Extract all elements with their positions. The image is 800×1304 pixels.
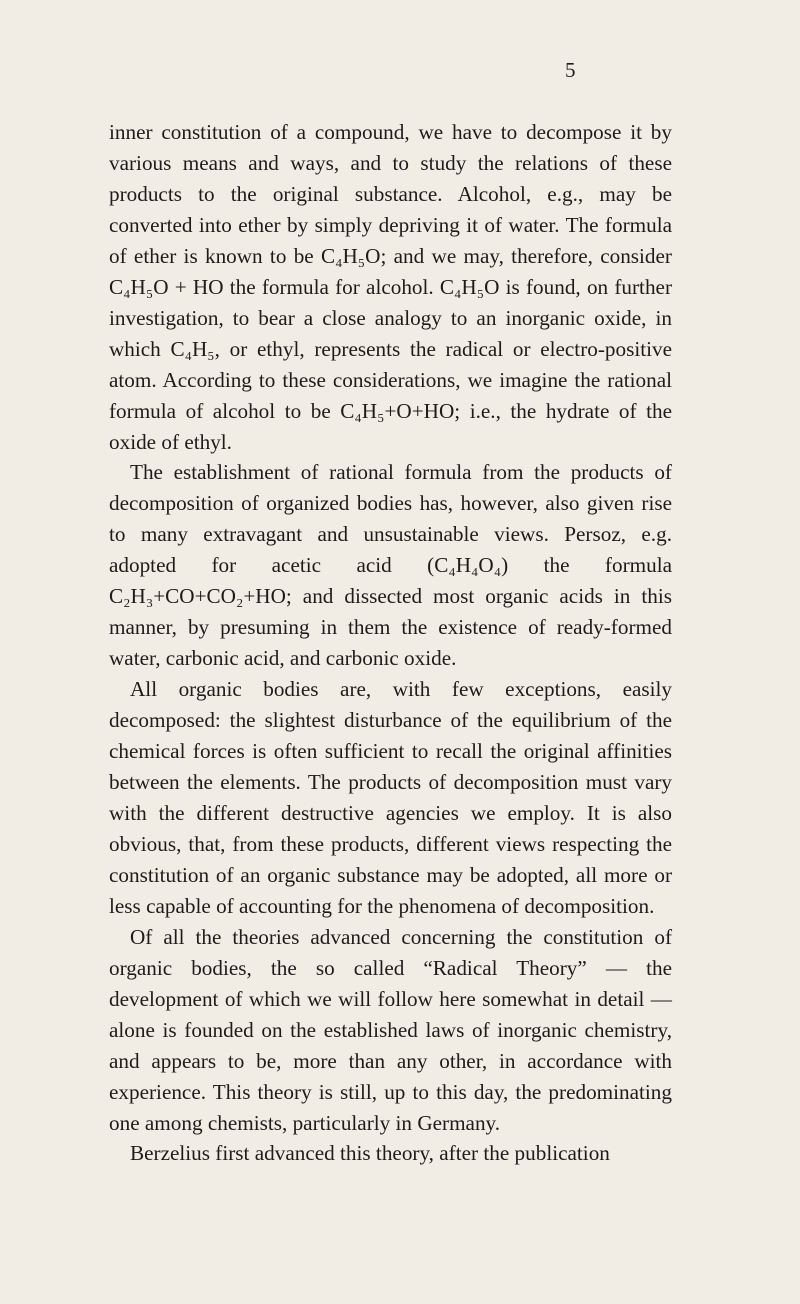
paragraph-2: The establishment of rational formula from the products of decomposition of organized bodies has, however, also given rise to many extravagant and unsustainable views. Persoz, e.g. adopted for acetic acid (C₄H₄O₄) the formula C₂H₃+CO+CO₂+HO; and dissected most organic acids in this manner, by presuming in them the existence of ready-formed water, carbonic acid, and carbonic oxide. (109, 460, 672, 671)
paragraph-3: All organic bodies are, with few exceptions, easily decomposed: the slightest disturbance of the equilibrium of the chemical forces is often sufficient to recall the original affinities between the elements. The products of decomposition must vary with the different destructive agencies we employ. It is also obvious, that, from these products, different views respecting the constitution of an organic substance may be adopted, all more or less capable of accounting for the phenomena of decomposition. (109, 677, 672, 918)
paragraph-5: Berzelius first advanced this theory, after the publication (130, 1141, 610, 1166)
paragraph-4: Of all the theories advanced concerning the constitution of organic bodies, the so called “Radical Theory” — the development of which we will follow here somewhat in detail — alone is founded on the established laws of inorganic chemistry, and appears to be, more than any other, in accordance with experience. This theory is still, up to this day, the predominating one among chemists, particularly in Germany. (109, 924, 672, 1135)
page-number: 5 (565, 58, 576, 82)
body-text (109, 117, 672, 1169)
paragraph-1: inner constitution of a compound, we have to decompose it by various means and ways, and to study the relations of these products to the original substance. Alcohol, e.g., may be converted into ether by simply depriving it of water. The formula of ether is known to be C₄H₅O; and we may, therefore, consider C₄H₅O + HO the formula for alcohol. C₄H₅O is found, on further investigation, to bear a close analogy to an inorganic oxide, in which C₄H₅, or ethyl, represents the radical or electro-positive atom. According to these considerations, we imagine the rational formula of alcohol to be C₄H₅+O+HO; i.e., the hydrate of the oxide of ethyl. (109, 120, 672, 454)
